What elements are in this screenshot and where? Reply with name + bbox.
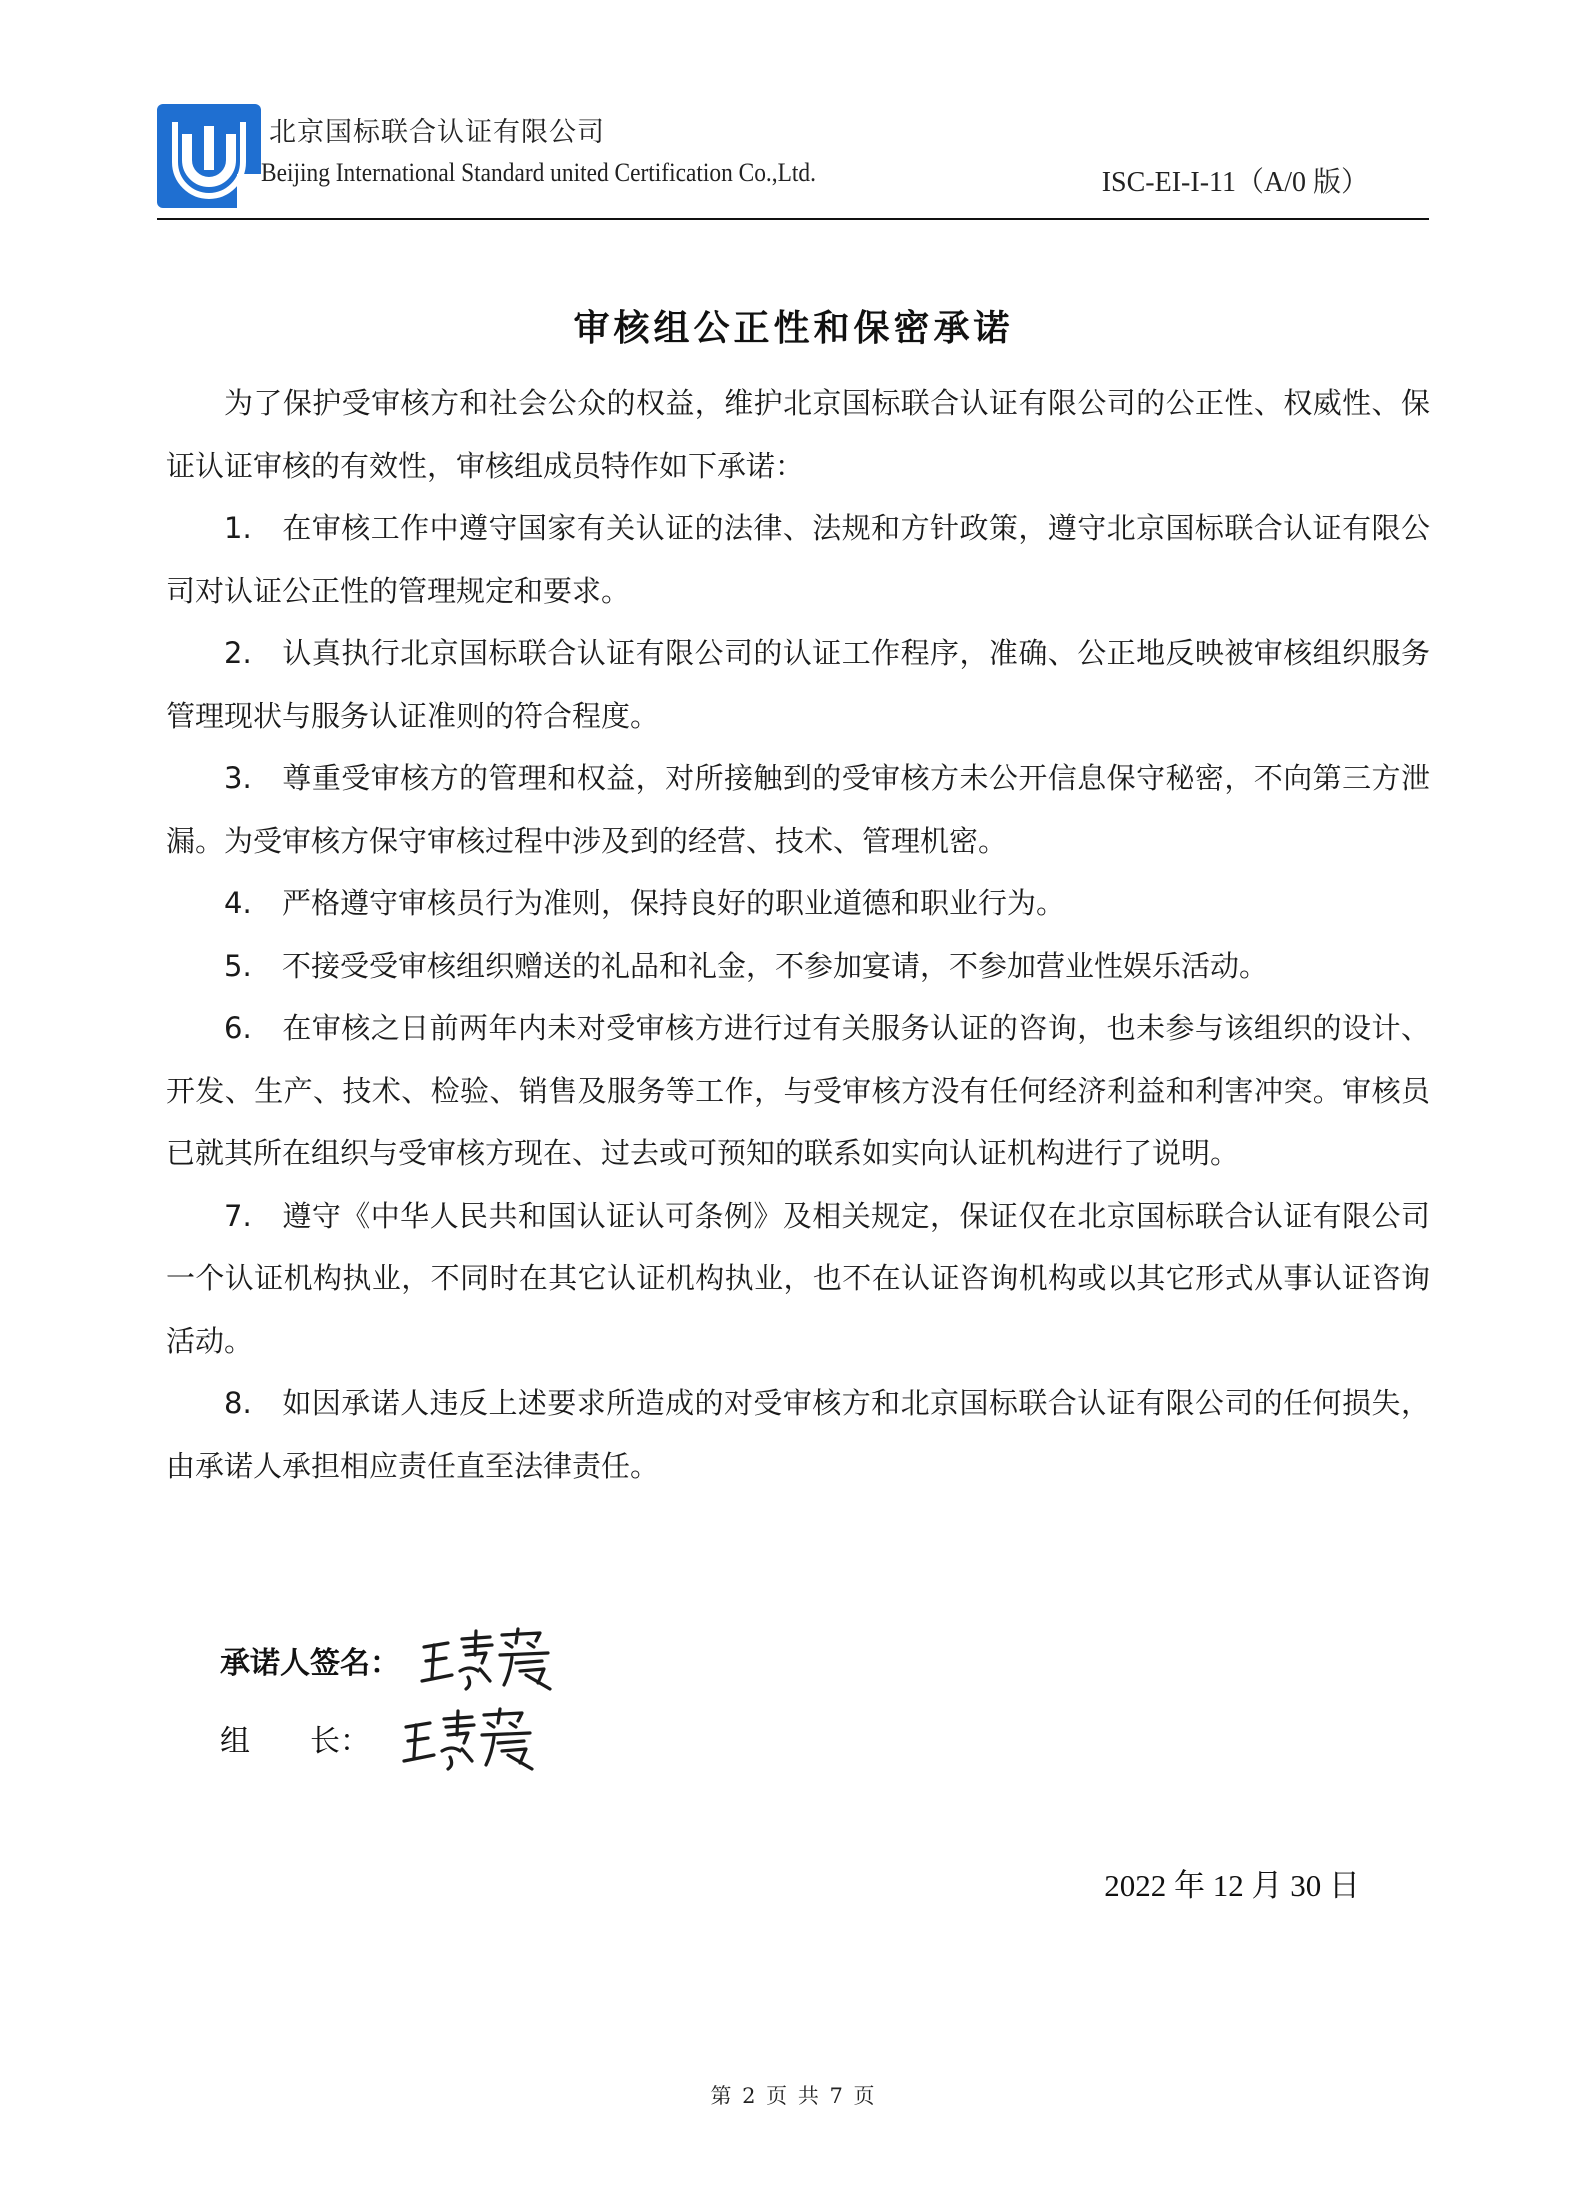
item-text: 如因承诺人违反上述要求所造成的对受审核方和北京国标联合认证有限公司的任何损失，由承诺人承担相应责任直至法律责任。 xyxy=(166,1386,1430,1483)
item-number: 6. xyxy=(224,1011,252,1045)
pledge-body xyxy=(166,372,1430,1497)
item-number: 5. xyxy=(224,948,252,983)
signature-block xyxy=(220,1620,1020,1790)
intro-paragraph: 为了保护受审核方和社会公众的权益，维护北京国标联合认证有限公司的公正性、权威性、保证认证审核的有效性，审核组成员特作如下承诺： xyxy=(166,386,1430,483)
pledge-item xyxy=(166,1185,1430,1373)
item-text: 尊重受审核方的管理和权益，对所接触到的受审核方未公开信息保守秘密，不向第三方泄漏。为受审核方保守审核过程中涉及到的经营、技术、管理机密。 xyxy=(166,761,1430,858)
pledge-item xyxy=(166,747,1430,872)
item-text: 认真执行北京国标联合认证有限公司的认证工作程序，准确、公正地反映被审核组织服务管理现状与服务认证准则的符合程度。 xyxy=(166,636,1430,733)
pledge-item xyxy=(166,497,1430,622)
item-number: 1. xyxy=(224,511,252,545)
page-number: 第 2 页 共 7 页 xyxy=(710,2084,877,2108)
pledge-item xyxy=(166,622,1430,747)
pledge-item xyxy=(166,872,1430,935)
leader-signature-row xyxy=(220,1698,542,1778)
item-text: 严格遵守审核员行为准则，保持良好的职业道德和职业行为。 xyxy=(282,886,1066,920)
promisor-signature-row xyxy=(220,1620,560,1700)
item-text: 在审核之日前两年内未对受审核方进行过有关服务认证的咨询，也未参与该组织的设计、开发、生产、技术、检验、销售及服务等工作，与受审核方没有任何经济利益和利害冲突。审核员已就其所在组织与受审核方现在、过去或可预知的联系如实向认证机构进行了说明。 xyxy=(166,1011,1430,1170)
pledge-item xyxy=(166,935,1430,998)
item-number: 4. xyxy=(224,886,252,920)
document-code: ISC-EI-I-11（A/0 版） xyxy=(1101,167,1369,198)
promisor-label: 承诺人签名： xyxy=(220,1646,400,1681)
item-number: 7. xyxy=(224,1198,252,1233)
item-number: 8. xyxy=(224,1386,252,1420)
item-number: 2. xyxy=(224,636,252,670)
item-number: 3. xyxy=(224,761,252,795)
company-logo-icon xyxy=(157,104,261,208)
promisor-handwritten-signature xyxy=(420,1625,560,1695)
company-name-en: Beijing International Standard united Certification Co.,Ltd. xyxy=(261,158,816,187)
header-divider xyxy=(157,218,1429,220)
pledge-item xyxy=(166,997,1430,1185)
pledge-item xyxy=(166,1372,1430,1497)
sign-date: 2022 年 12 月 30 日 xyxy=(1104,1868,1360,1903)
item-text: 在审核工作中遵守国家有关认证的法律、法规和方针政策，遵守北京国标联合认证有限公司对认证公正性的管理规定和要求。 xyxy=(166,511,1430,608)
page-title: 审核组公正性和保密承诺 xyxy=(573,307,1014,349)
document-header xyxy=(157,104,1429,222)
item-text: 遵守《中华人民共和国认证认可条例》及相关规定，保证仅在北京国标联合认证有限公司一个认证机构执业，不同时在其它认证机构执业，也不在认证咨询机构或以其它形式从事认证咨询活动。 xyxy=(166,1198,1430,1358)
leader-handwritten-signature xyxy=(402,1703,542,1773)
company-name-cn: 北京国标联合认证有限公司 xyxy=(269,117,605,148)
leader-label: 组 长： xyxy=(220,1724,370,1759)
item-text: 不接受受审核组织赠送的礼品和礼金，不参加宴请，不参加营业性娱乐活动。 xyxy=(282,948,1269,983)
